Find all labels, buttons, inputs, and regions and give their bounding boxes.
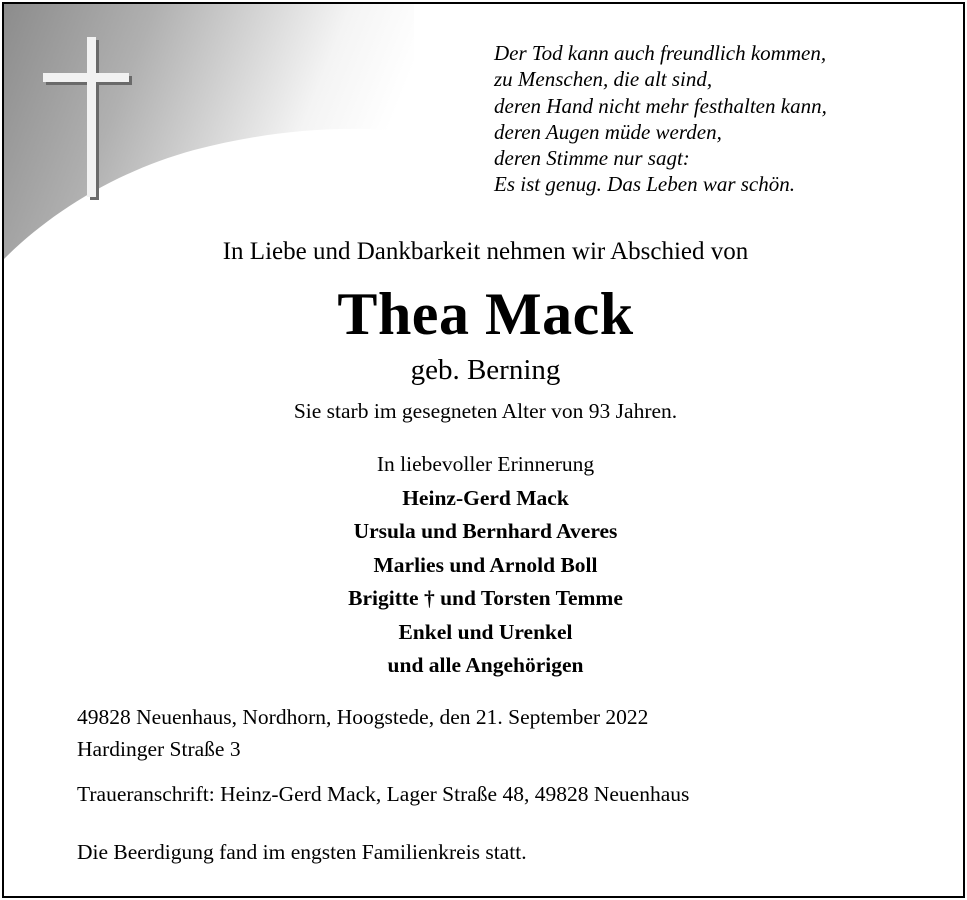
obituary-frame: [2, 2, 965, 898]
mourner: Heinz-Gerd Mack: [402, 486, 569, 510]
mourner: und alle Angehörigen: [387, 653, 584, 678]
mourner: Ursula und Bernhard Averes: [353, 519, 618, 544]
poem-line: Es ist genug. Das Leben war schön.: [494, 172, 795, 197]
poem: [494, 40, 827, 198]
mourner: Enkel und Urenkel: [398, 619, 573, 644]
intro-text: In Liebe und Dankbarkeit nehmen wir Abschied von: [222, 238, 749, 265]
deceased-name: Thea Mack: [337, 281, 634, 347]
poem-line: zu Menschen, die alt sind,: [494, 67, 713, 92]
poem-line: Der Tod kann auch freundlich kommen,: [494, 41, 827, 65]
poem-line: deren Augen müde werden,: [494, 119, 722, 144]
mourning-address: Traueranschrift: Heinz-Gerd Mack, Lager Straße 48, 49828 Neuenhaus: [77, 782, 690, 806]
maiden-name: geb. Berning: [410, 354, 561, 386]
mourners-list: [4, 482, 965, 682]
mourner: Marlies und Arnold Boll: [373, 552, 598, 577]
age-note: Sie starb im gesegneten Alter von 93 Jahren.: [293, 399, 678, 423]
poem-line: deren Hand nicht mehr festhalten kann,: [494, 93, 827, 118]
corner-gradient-decoration: [4, 4, 424, 264]
poem-line: deren Stimme nur sagt:: [494, 146, 690, 171]
funeral-note: Die Beerdigung fand im engsten Familienkreis statt.: [77, 840, 527, 864]
memory-heading: In liebevoller Erinnerung: [376, 452, 595, 476]
street-address: Hardinger Straße 3: [77, 737, 241, 761]
place-date: 49828 Neuenhaus, Nordhorn, Hoogstede, den 21. September 2022: [77, 705, 649, 729]
mourner: Brigitte † und Torsten Temme: [348, 586, 623, 611]
